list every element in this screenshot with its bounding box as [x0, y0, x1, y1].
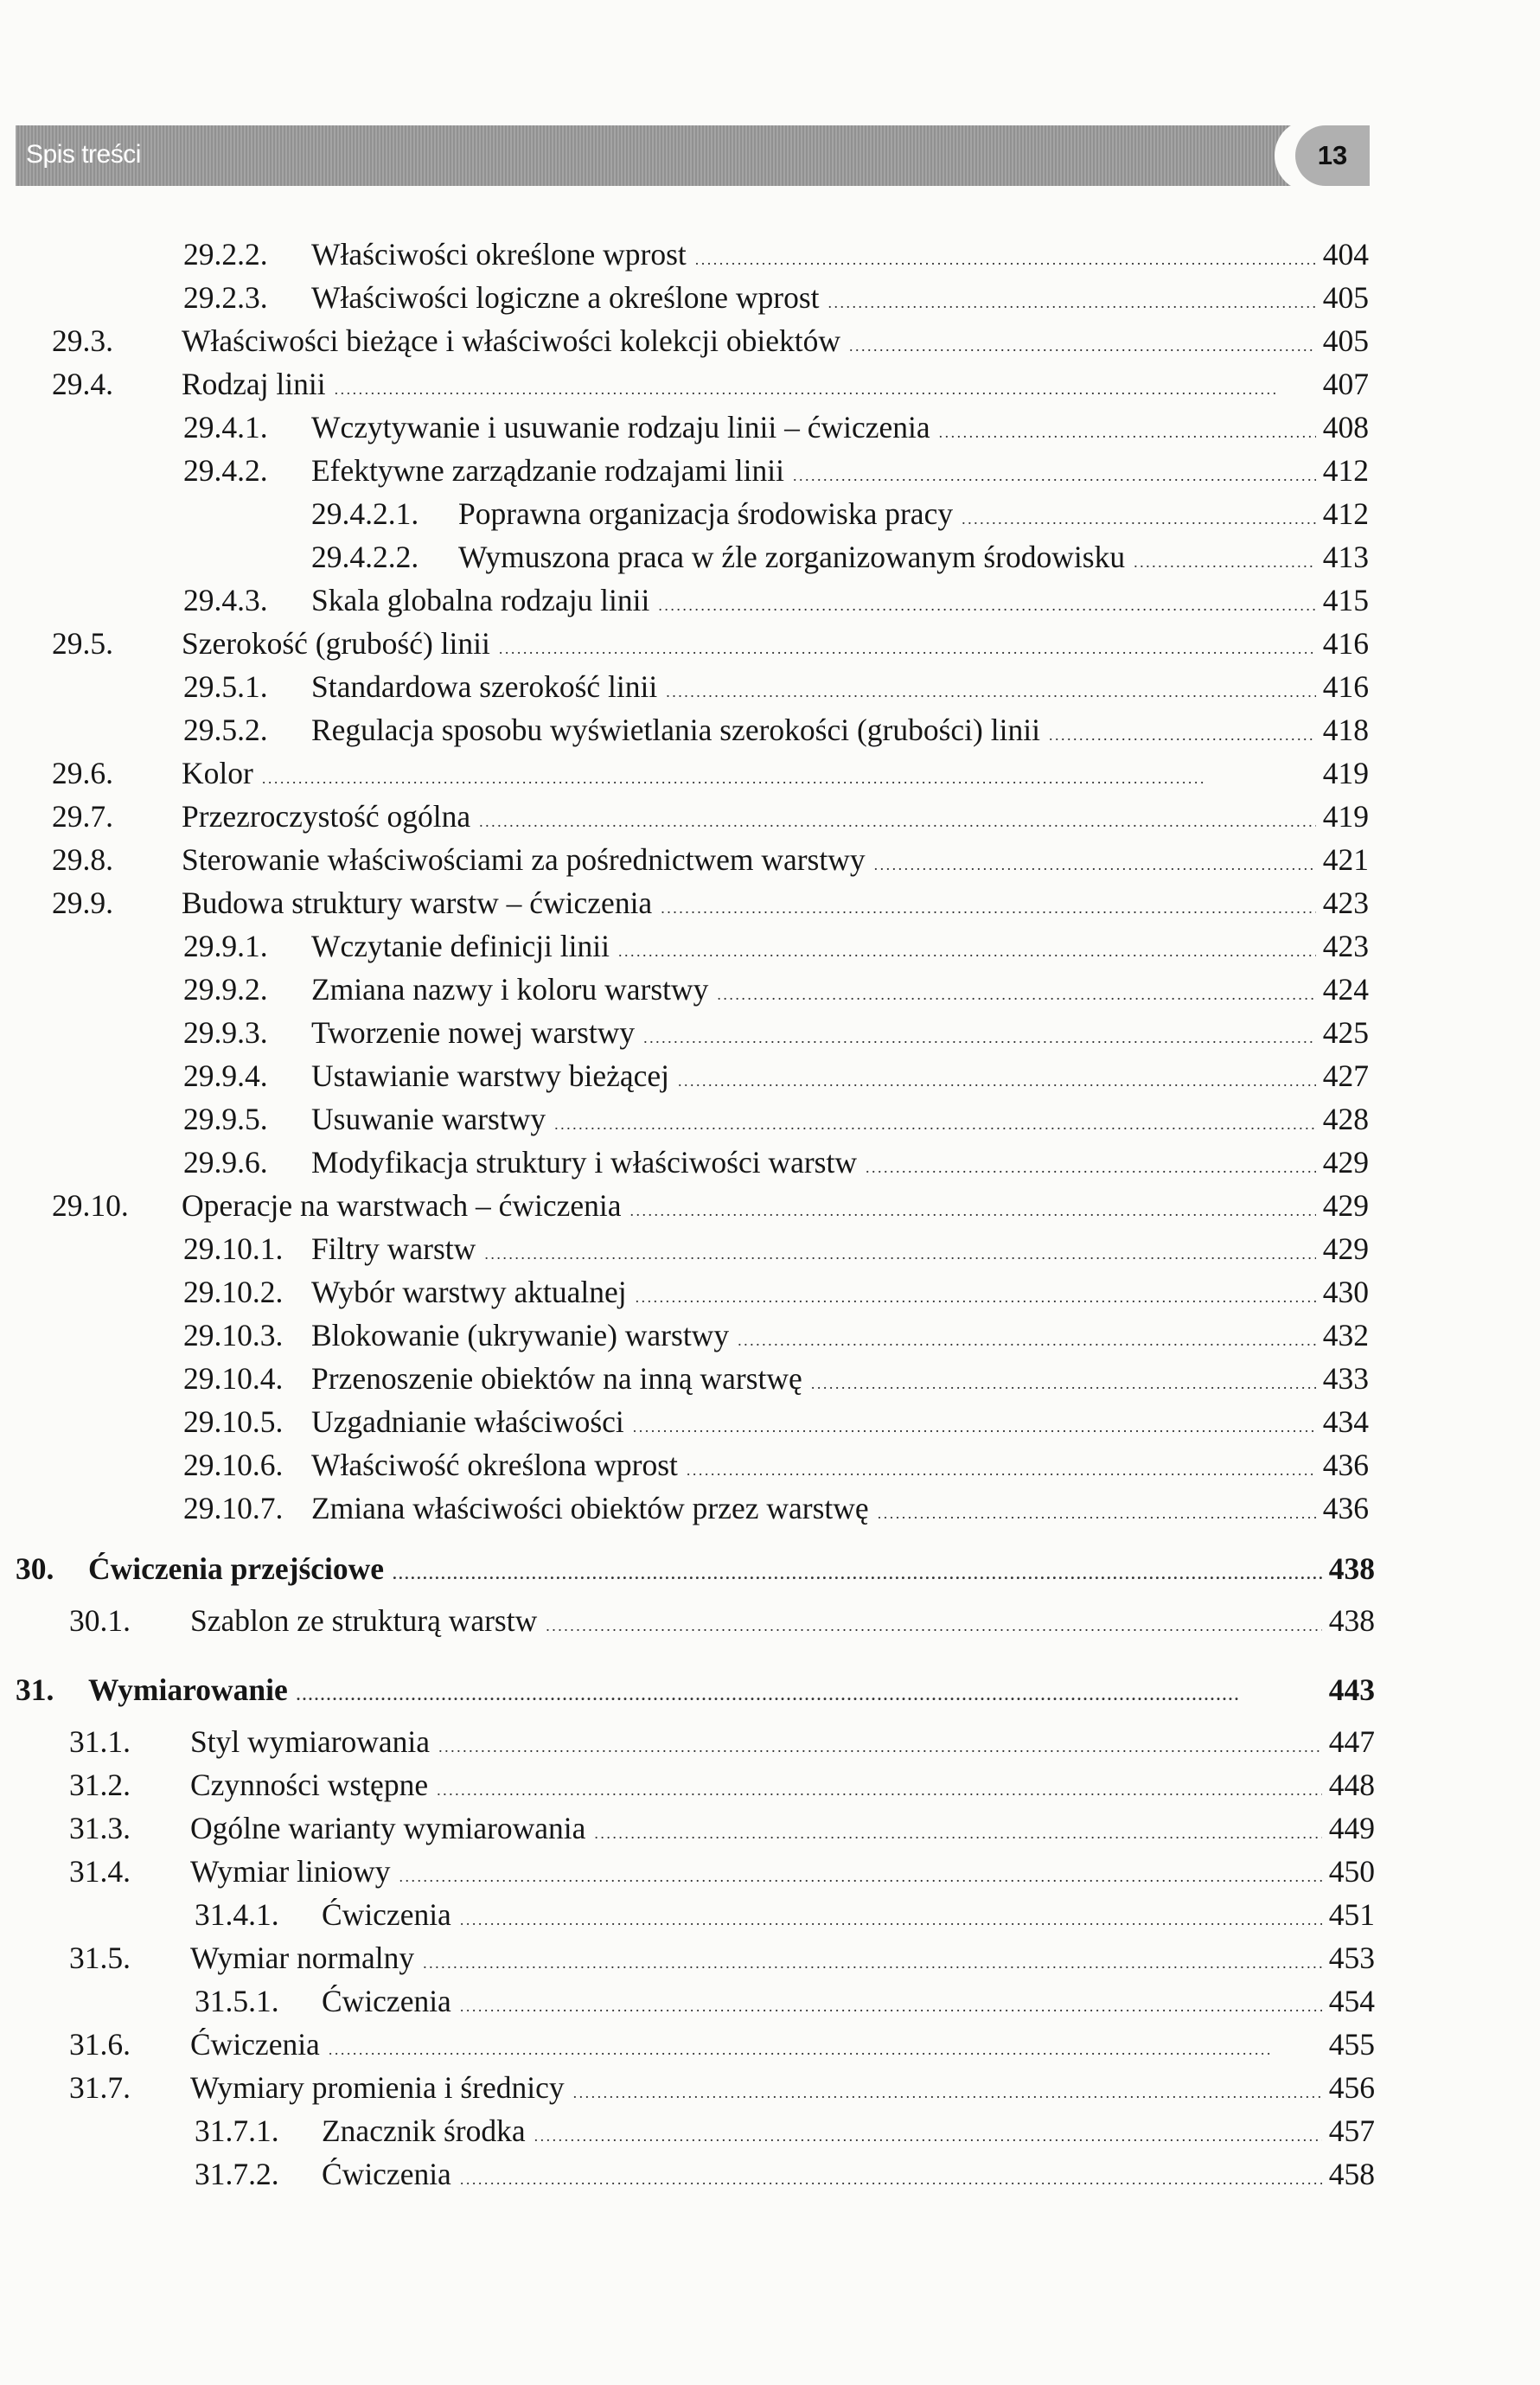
toc-entry-number: 29.10.1. — [183, 1231, 284, 1266]
toc-entry-number: 29.10.5. — [183, 1404, 284, 1439]
toc-entry-title: Szerokość (grubość) linii — [182, 626, 490, 661]
toc-chapter-row — [16, 1672, 1375, 1708]
toc-entry-row — [69, 1853, 1375, 1889]
toc-entry-row — [52, 625, 1369, 662]
toc-entry-title: Szablon ze strukturą warstw — [190, 1603, 538, 1638]
dot-leader — [546, 1602, 1322, 1639]
toc-entry-number: 29.4. — [52, 367, 113, 401]
toc-entry-number: 31.7.2. — [195, 2157, 279, 2191]
toc-entry-title: Zmiana właściwości obiektów przez warstwę — [311, 1491, 869, 1525]
toc-entry-number: 31.5. — [69, 1941, 131, 1975]
toc-entry-title: Właściwości logiczne a określone wprost — [311, 280, 820, 315]
dot-leader — [1134, 539, 1316, 575]
toc-entry-number: 31.2. — [69, 1768, 131, 1802]
toc-entry-page: 415 — [1322, 583, 1369, 617]
toc-entry-number: 29.2.3. — [183, 280, 268, 315]
toc-entry-row — [69, 2026, 1375, 2062]
dot-leader — [479, 798, 1316, 834]
toc-entry-title: Wczytanie definicji linii — [311, 929, 610, 963]
toc-entry-number: 29.8. — [52, 842, 113, 877]
dot-leader — [793, 452, 1316, 489]
dot-leader — [393, 1551, 1322, 1587]
toc-entry-number: 29.7. — [52, 799, 113, 834]
toc-entry-page: 424 — [1322, 972, 1369, 1007]
toc-entry-page: 416 — [1322, 669, 1369, 704]
toc-entry-row — [183, 1447, 1369, 1483]
toc-entry-row — [195, 1896, 1375, 1933]
toc-entry-row — [183, 582, 1369, 618]
toc-entry-number: 29.10.7. — [183, 1491, 284, 1525]
toc-entry-row — [183, 971, 1369, 1007]
toc-entry-row — [183, 236, 1369, 272]
toc-entry-title: Sterowanie właściwościami za pośrednictwem warstwy — [182, 842, 866, 877]
toc-entry-title: Efektywne zarządzanie rodzajami linii — [311, 453, 785, 488]
toc-entry-row — [69, 1940, 1375, 1976]
toc-entry-title: Regulacja sposobu wyświetlania szerokości (grubości) linii — [311, 713, 1040, 747]
toc-entry-page: 447 — [1328, 1724, 1375, 1759]
toc-entry-row — [52, 366, 1369, 402]
toc-entry-title: Skala globalna rodzaju linii — [311, 583, 650, 617]
toc-entry-row — [69, 1723, 1375, 1760]
toc-entry-title: Ćwiczenia — [322, 1984, 451, 2018]
page-number: 13 — [1295, 125, 1370, 186]
toc-entry-page: 407 — [1322, 367, 1369, 401]
toc-entry-row — [183, 1404, 1369, 1440]
toc-entry-number: 31.7. — [69, 2070, 131, 2105]
toc-entry-row — [311, 539, 1369, 575]
toc-entry-row — [52, 755, 1369, 791]
toc-entry-page: 412 — [1322, 496, 1369, 531]
toc-entry-title: Blokowanie (ukrywanie) warstwy — [311, 1318, 730, 1352]
toc-entry-page: 438 — [1328, 1603, 1375, 1638]
toc-entry-row — [52, 798, 1369, 834]
toc-entry-title: Wymiar liniowy — [190, 1854, 391, 1889]
dot-leader — [460, 2156, 1322, 2192]
dot-leader — [554, 1101, 1316, 1137]
toc-entry-title: Wybór warstwy aktualnej — [311, 1275, 627, 1309]
dot-leader — [630, 1187, 1316, 1224]
dot-leader — [460, 1983, 1322, 2019]
toc-entry-number: 31.3. — [69, 1811, 131, 1845]
toc-entry-number: 29.10.2. — [183, 1275, 284, 1309]
toc-entry-title: Ustawianie warstwy bieżącej — [311, 1058, 669, 1093]
toc-entry-number: 31.4. — [69, 1854, 131, 1889]
toc-entry-number: 29.9.1. — [183, 929, 268, 963]
toc-entry-number: 29.5.1. — [183, 669, 268, 704]
toc-entry-number: 29.4.1. — [183, 410, 268, 444]
toc-entry-title: Ćwiczenia — [190, 2027, 320, 2062]
dot-leader — [874, 841, 1316, 878]
toc-entry-number: 31.1. — [69, 1724, 131, 1759]
toc-entry-title: Wczytywanie i usuwanie rodzaju linii – ćwiczenia — [311, 410, 930, 444]
toc-entry-row — [183, 409, 1369, 445]
toc-entry-number: 29.10. — [52, 1188, 129, 1223]
dot-leader — [687, 1447, 1316, 1483]
toc-entry-row — [183, 1144, 1369, 1180]
dot-leader — [460, 1896, 1322, 1933]
toc-entry-number: 31.4.1. — [195, 1897, 279, 1932]
toc-entry-page: 458 — [1328, 2157, 1375, 2191]
toc-entry-number: 29.10.6. — [183, 1448, 284, 1482]
toc-entry-page: 456 — [1328, 2070, 1375, 2105]
dot-leader — [534, 2113, 1322, 2149]
toc-entry-row — [195, 2113, 1375, 2149]
dot-leader — [878, 1490, 1316, 1526]
toc-entry-page: 427 — [1322, 1058, 1369, 1093]
toc-entry-title: Właściwości bieżące i właściwości kolekcji obiektów — [182, 323, 841, 358]
toc-entry-title: Standardowa szerokość linii — [311, 669, 658, 704]
toc-entry-page: 429 — [1322, 1231, 1369, 1266]
toc-entry-page: 419 — [1322, 756, 1369, 790]
toc-entry-page: 404 — [1322, 237, 1369, 272]
toc-entry-row — [195, 2156, 1375, 2192]
toc-entry-row — [183, 712, 1369, 748]
dot-leader — [636, 1274, 1316, 1310]
dot-leader — [399, 1853, 1322, 1889]
dot-leader — [438, 1723, 1322, 1760]
dot-leader — [661, 885, 1316, 921]
toc-entry-number: 29.5.2. — [183, 713, 268, 747]
toc-entry-page: 418 — [1322, 713, 1369, 747]
toc-entry-row — [183, 1058, 1369, 1094]
toc-entry-title: Czynności wstępne — [190, 1768, 429, 1802]
toc-entry-page: 429 — [1322, 1188, 1369, 1223]
toc-entry-row — [183, 1101, 1369, 1137]
toc-entry-row — [183, 1490, 1369, 1526]
toc-entry-title: Kolor — [182, 756, 253, 790]
toc-entry-title: Styl wymiarowania — [190, 1724, 431, 1759]
toc-entry-number: 29.9.6. — [183, 1145, 268, 1180]
toc-entry-title: Znacznik środka — [322, 2113, 526, 2148]
toc-entry-number: 30.1. — [69, 1603, 131, 1638]
toc-entry-page: 421 — [1322, 842, 1369, 877]
dot-leader — [738, 1317, 1316, 1353]
toc-entry-page: 434 — [1322, 1404, 1369, 1439]
dot-leader — [633, 1404, 1316, 1440]
toc-entry-title: Ćwiczenia przejściowe — [88, 1551, 385, 1586]
toc-entry-page: 405 — [1322, 323, 1369, 358]
toc-entry-page: 451 — [1328, 1897, 1375, 1932]
toc-entry-page: 436 — [1322, 1491, 1369, 1525]
toc-entry-title: Ćwiczenia — [322, 1897, 451, 1932]
toc-entry-title: Właściwość określona wprost — [311, 1448, 678, 1482]
toc-entry-number: 29.6. — [52, 756, 113, 790]
toc-entry-page: 436 — [1322, 1448, 1369, 1482]
toc-entry-page: 432 — [1322, 1318, 1369, 1352]
toc-entry-title: Właściwości określone wprost — [311, 237, 687, 272]
toc-entry-row — [183, 1014, 1369, 1051]
toc-entry-number: 29.2.2. — [183, 237, 268, 272]
dot-leader — [962, 496, 1316, 532]
toc-entry-row — [69, 1602, 1375, 1639]
dot-leader — [573, 2069, 1322, 2106]
dot-leader — [678, 1058, 1316, 1094]
toc-entry-row — [183, 668, 1369, 705]
toc-entry-number: 29.9.2. — [183, 972, 268, 1007]
toc-entry-page: 455 — [1328, 2027, 1375, 2062]
dot-leader — [484, 1231, 1315, 1267]
toc-entry-page: 454 — [1328, 1984, 1375, 2018]
toc-entry-page: 448 — [1328, 1768, 1375, 1802]
dot-leader — [643, 1014, 1316, 1051]
toc-entry-title: Filtry warstw — [311, 1231, 476, 1266]
toc-entry-number: 31.7.1. — [195, 2113, 279, 2148]
toc-entry-number: 31.5.1. — [195, 1984, 279, 2018]
toc-entry-number: 29.4.2.1. — [311, 496, 419, 531]
toc-entry-title: Poprawna organizacja środowiska pracy — [458, 496, 954, 531]
dot-leader — [849, 323, 1316, 359]
toc-entry-page: 405 — [1322, 280, 1369, 315]
dot-leader — [866, 1144, 1316, 1180]
toc-entry-page: 423 — [1322, 886, 1369, 920]
toc-entry-row — [183, 279, 1369, 316]
toc-entry-number: 29.4.3. — [183, 583, 268, 617]
toc-entry-number: 30. — [16, 1551, 54, 1586]
toc-entry-title: Ćwiczenia — [322, 2157, 451, 2191]
toc-entry-title: Tworzenie nowej warstwy — [311, 1015, 636, 1050]
toc-entry-row — [183, 1231, 1369, 1267]
toc-entry-page: 428 — [1322, 1102, 1369, 1136]
toc-entry-title: Zmiana nazwy i koloru warstwy — [311, 972, 709, 1007]
toc-entry-title: Przenoszenie obiektów na inną warstwę — [311, 1361, 802, 1396]
toc-entry-page: 450 — [1328, 1854, 1375, 1889]
dot-leader — [1049, 712, 1316, 748]
dot-leader — [618, 928, 1316, 964]
dot-leader — [329, 2026, 1322, 2062]
toc-entry-number: 29.9. — [52, 886, 113, 920]
toc-entry-row — [69, 1810, 1375, 1846]
dot-leader — [594, 1810, 1321, 1846]
toc-entry-page: 457 — [1328, 2113, 1375, 2148]
dot-leader — [939, 409, 1316, 445]
toc-entry-row — [311, 496, 1369, 532]
dot-leader — [658, 582, 1315, 618]
toc-entry-number: 29.4.2. — [183, 453, 268, 488]
toc-entry-number: 29.4.2.2. — [311, 540, 419, 574]
dot-leader — [717, 971, 1315, 1007]
toc-entry-page: 433 — [1322, 1361, 1369, 1396]
toc-entry-page: 412 — [1322, 453, 1369, 488]
toc-entry-page: 413 — [1322, 540, 1369, 574]
toc-entry-title: Wymiar normalny — [190, 1941, 415, 1975]
toc-entry-page: 425 — [1322, 1015, 1369, 1050]
toc-entry-page: 449 — [1328, 1811, 1375, 1845]
dot-leader — [695, 236, 1316, 272]
toc-entry-row — [52, 1187, 1369, 1224]
toc-entry-row — [195, 1983, 1375, 2019]
toc-entry-title: Usuwanie warstwy — [311, 1102, 546, 1136]
toc-entry-row — [183, 928, 1369, 964]
toc-entry-row — [69, 2069, 1375, 2106]
header-section-title: Spis treści — [26, 140, 141, 169]
toc-entry-row — [183, 1274, 1369, 1310]
toc-entry-number: 29.9.5. — [183, 1102, 268, 1136]
toc-entry-page: 453 — [1328, 1941, 1375, 1975]
toc-entry-page: 423 — [1322, 929, 1369, 963]
toc-chapter-row — [16, 1551, 1375, 1587]
dot-leader — [499, 625, 1316, 662]
toc-entry-title: Rodzaj linii — [182, 367, 326, 401]
toc-entry-number: 29.3. — [52, 323, 113, 358]
toc-entry-page: 430 — [1322, 1275, 1369, 1309]
toc-entry-title: Budowa struktury warstw – ćwiczenia — [182, 886, 653, 920]
toc-entry-row — [183, 1317, 1369, 1353]
toc-entry-title: Przezroczystość ogólna — [182, 799, 471, 834]
toc-entry-number: 29.9.4. — [183, 1058, 268, 1093]
toc-entry-page: 419 — [1322, 799, 1369, 834]
toc-entry-page: 443 — [1328, 1672, 1375, 1707]
dot-leader — [262, 755, 1316, 791]
toc-entry-number: 29.10.3. — [183, 1318, 284, 1352]
toc-entry-page: 416 — [1322, 626, 1369, 661]
toc-entry-page: 408 — [1322, 410, 1369, 444]
dot-leader — [811, 1360, 1316, 1397]
toc-entry-title: Ogólne warianty wymiarowania — [190, 1811, 586, 1845]
toc-entry-title: Modyfikacja struktury i właściwości warstw — [311, 1145, 857, 1180]
toc-entry-row — [183, 452, 1369, 489]
toc-entry-row — [52, 323, 1369, 359]
toc-entry-title: Operacje na warstwach – ćwiczenia — [182, 1188, 622, 1223]
toc-entry-number: 29.9.3. — [183, 1015, 268, 1050]
toc-entry-number: 29.10.4. — [183, 1361, 284, 1396]
dot-leader — [437, 1767, 1322, 1803]
toc-entry-title: Uzgadnianie właściwości — [311, 1404, 624, 1439]
dot-leader — [666, 668, 1315, 705]
dot-leader — [423, 1940, 1322, 1976]
toc-entry-row — [183, 1360, 1369, 1397]
toc-entry-page: 438 — [1328, 1551, 1375, 1586]
toc-entry-title: Wymiarowanie — [88, 1672, 288, 1707]
toc-entry-row — [52, 841, 1369, 878]
toc-entry-number: 31. — [16, 1672, 54, 1707]
dot-leader — [335, 366, 1316, 402]
dot-leader — [297, 1672, 1322, 1708]
toc-entry-row — [69, 1767, 1375, 1803]
toc-entry-title: Wymiary promienia i średnicy — [190, 2070, 565, 2105]
toc-entry-row — [52, 885, 1369, 921]
toc-entry-page: 429 — [1322, 1145, 1369, 1180]
toc-entry-number: 31.6. — [69, 2027, 131, 2062]
toc-entry-title: Wymuszona praca w źle zorganizowanym środowisku — [458, 540, 1126, 574]
dot-leader — [828, 279, 1316, 316]
toc-entry-number: 29.5. — [52, 626, 113, 661]
